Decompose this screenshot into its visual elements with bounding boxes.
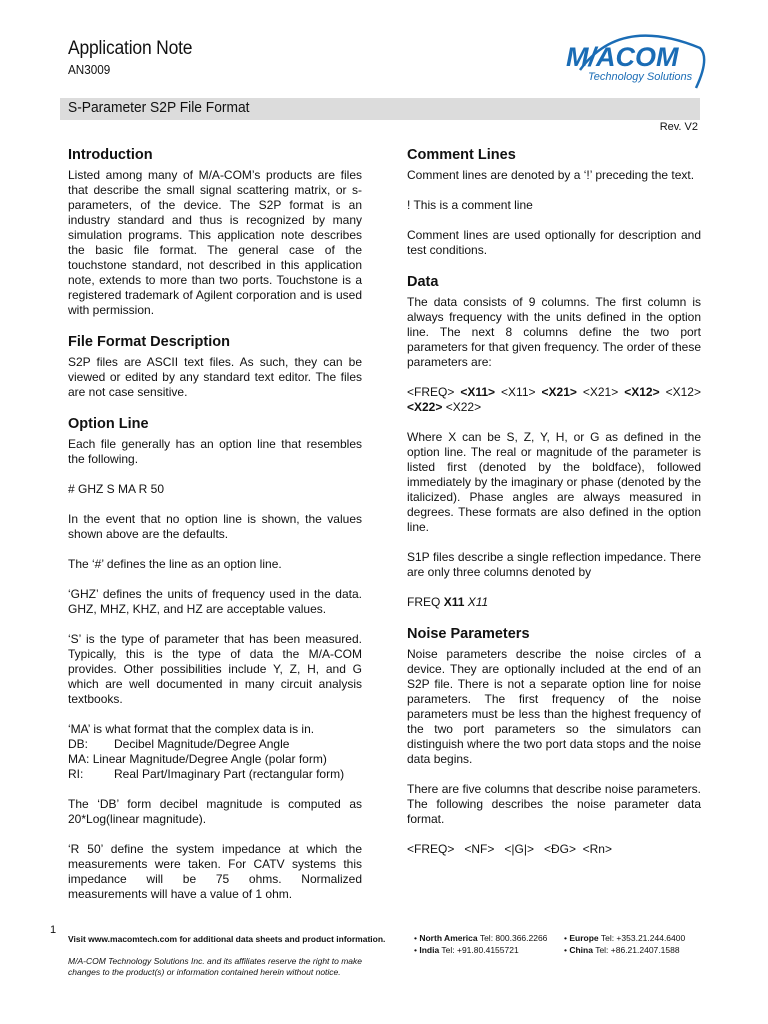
app-note-number: AN3009	[68, 62, 111, 77]
data-text-2: Where X can be S, Z, Y, H, or G as defined in the option line. The real or magnitude of the parameter is listed first (denoted by the boldface), followed immediately by the imaginary or phase (denoted by the italicized). Phase angles are always measured in degrees. These formats are also defined in the option line.	[407, 430, 701, 534]
section-heading-file-format: File Format Description	[68, 334, 230, 350]
left-column	[68, 146, 362, 917]
comment-lines-text-1: Comment lines are denoted by a ‘!’ preceding the text.	[407, 168, 695, 182]
option-line-text-5: ‘S’ is the type of parameter that has been measured. Typically, this is the type of data the M/A-COM provides. Other possibilities include Y, Z, H, and G which are well documented in many circuit analysis textbooks.	[68, 632, 362, 706]
section-heading-option-line: Option Line	[68, 416, 149, 432]
svg-text:M/ACOM: M/ACOM	[566, 42, 679, 72]
comment-line-example: ! This is a comment line	[407, 198, 533, 212]
document-title: S-Parameter S2P File Format	[68, 99, 250, 116]
option-line-text-8: ‘R 50’ define the system impedance at which the measurements were taken. For CATV systems this impedance will be 75 ohms. Normalized measurements will have a value of 1 ohm.	[68, 842, 362, 901]
revision: Rev. V2	[659, 121, 698, 133]
option-line-text-3: The ‘#’ defines the line as an option line.	[68, 557, 282, 571]
option-line-text-4: ‘GHZ’ defines the units of frequency used in the data. GHZ, MHZ, KHZ, and HZ are acceptable values.	[68, 587, 362, 616]
option-line-text-1: Each file generally has an option line that resembles the following.	[68, 437, 362, 466]
s1p-columns: FREQ X11 X11	[407, 595, 489, 609]
section-heading-data: Data	[407, 274, 439, 290]
footer-visit-text: Visit www.macomtech.com for additional data sheets and product information.	[68, 934, 386, 944]
footer-contacts	[414, 932, 714, 956]
format-list	[68, 737, 362, 782]
introduction-text: Listed among many of M/A-COM’s products are files that describe the small signal scattering matrix, or s-parameters, of the device. The S2P format is an industry standard and thus is recognized by many simulation programs. This application note describes the basic file format. The general case of the touchstone standard, not described in this application note, extends to more than two ports. Touchstone is a registered trademark of Agilent corporation and is used with permission.	[68, 168, 362, 317]
format-item: DB: Decibel Magnitude/Degree Angle	[68, 737, 290, 751]
macom-logo	[560, 30, 710, 100]
comment-lines-text-2: Comment lines are used optionally for description and test conditions.	[407, 228, 701, 257]
contact-india: • India Tel: +91.80.4155721	[414, 945, 519, 955]
option-line-example: # GHZ S MA R 50	[68, 482, 165, 496]
option-line-text-6: ‘MA’ is what format that the complex data is in.	[68, 722, 315, 736]
noise-columns: <FREQ> <NF> <|G|> <ÐG> <Rn>	[407, 842, 612, 856]
right-column	[407, 146, 701, 872]
file-format-text: S2P files are ASCII text files. As such, they can be viewed or edited by any standard text editor. The files are not case sensitive.	[68, 355, 362, 399]
data-text-3: S1P files describe a single reflection impedance. There are only three columns denoted by	[407, 550, 701, 579]
contact-europe: • Europe Tel: +353.21.244.6400	[564, 933, 686, 943]
section-heading-comment-lines: Comment Lines	[407, 147, 516, 163]
contact-north-america: • North America Tel: 800.366.2266	[414, 933, 548, 943]
format-item: MA: Linear Magnitude/Degree Angle (polar form)	[68, 752, 327, 766]
format-item: RI: Real Part/Imaginary Part (rectangular form)	[68, 767, 345, 781]
header-title: Application Note	[68, 38, 193, 59]
section-heading-noise-parameters: Noise Parameters	[407, 626, 530, 642]
section-heading-introduction: Introduction	[68, 147, 153, 163]
data-columns: <FREQ> <X11> <X11> <X21> <X21> <X12> <X12> <X22> <X22>	[407, 385, 701, 414]
noise-text-2: There are five columns that describe noise parameters. The following describes the noise parameter data format.	[407, 782, 701, 826]
page-number: 1	[50, 924, 57, 936]
noise-text-1: Noise parameters describe the noise circles of a device. They are optionally included at the end of an S2P file. There is not a separate option line for noise parameters. The first frequency of the noise parameters must be less than the highest frequency of the two port parameters so the simulators can distinguish where the two port data stops and the noise data begins.	[407, 647, 701, 766]
contact-china: • China Tel: +86.21.2407.1588	[564, 945, 680, 955]
option-line-text-7: The ‘DB’ form decibel magnitude is computed as 20*Log(linear magnitude).	[68, 797, 362, 826]
svg-text:Technology Solutions: Technology Solutions	[588, 71, 693, 83]
data-text-1: The data consists of 9 columns. The first column is always frequency with the units defined in the option line. The next 8 columns define the two port parameters for that given frequency. The order of these parameters are:	[407, 295, 701, 369]
option-line-text-2: In the event that no option line is shown, the values shown above are the defaults.	[68, 512, 362, 541]
footer-legal-text: M/A-COM Technology Solutions Inc. and its affiliates reserve the right to make changes to the product(s) or information contained herein without notice.	[68, 956, 363, 977]
